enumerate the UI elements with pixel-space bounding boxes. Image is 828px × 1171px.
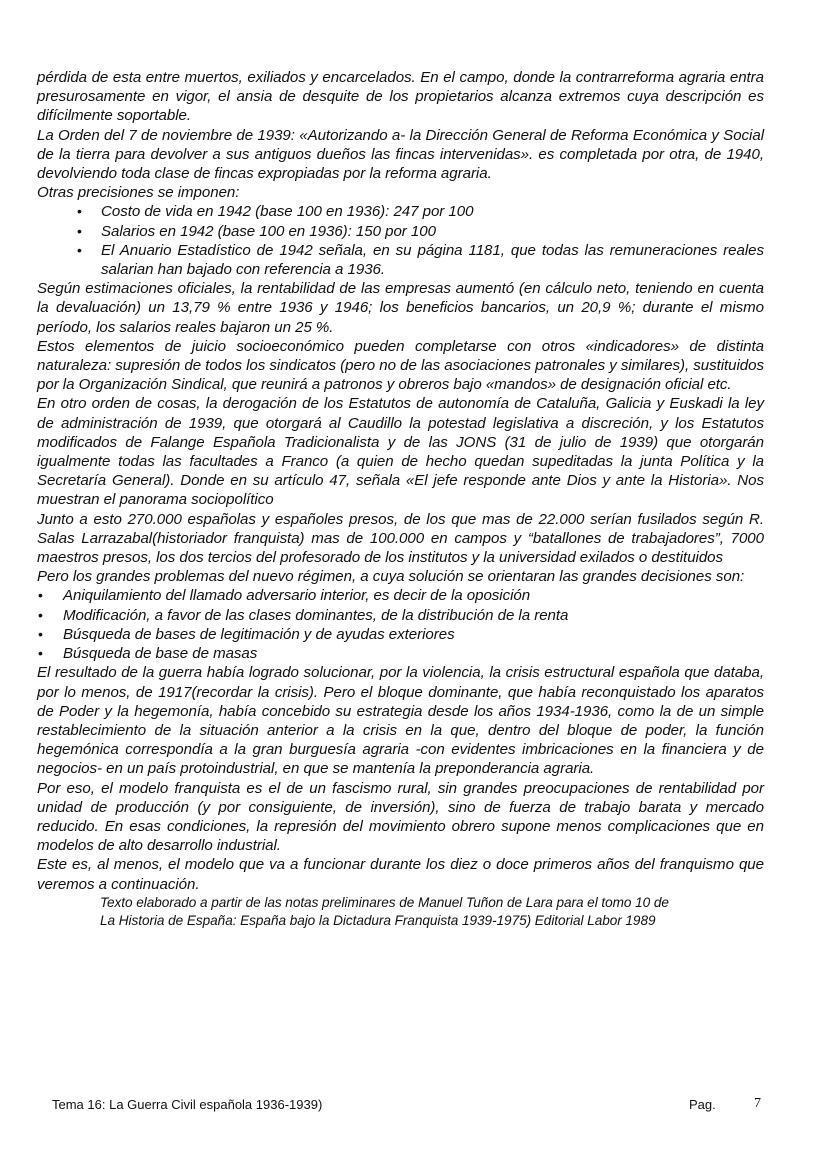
list-item: • Búsqueda de bases de legitimación y de ayudas exteriores (37, 625, 764, 644)
footer-title: Tema 16: La Guerra Civil española 1936-1939) (52, 1097, 323, 1112)
paragraph: Por eso, el modelo franquista es el de un fascismo rural, sin grandes preocupaciones de rentabilidad por unidad de producción (y por consiguiente, de inversión), sino de fuerza de trabajo barata y mercado reducido. En esas condiciones, la represión del movimiento obrero supone menos complicaciones que en modelos de alto desarrollo industrial. (37, 779, 764, 855)
precisions-list (37, 202, 764, 279)
paragraph: En otro orden de cosas, la derogación de los Estatutos de autonomía de Cataluña, Galicia y Euskadi la ley de administración de 1939, que otorgará al Caudillo la potestad legislativa a discreción, y los Estatutos modificados de Falange Española Tradicionalista y de las JONS (31 de julio de 1939) que otorgarán igualmente todas las facultades a Franco (a quien de hecho quedan supeditadas la junta Política y la Secretaría General). Donde en su artículo 47, señala «El jefe responde ante Dios y ante la Historia». Nos muestran el panorama sociopolítico (37, 395, 764, 509)
source-note (37, 894, 764, 930)
list-item: • Modificación, a favor de las clases dominantes, de la distribución de la renta (37, 606, 764, 625)
page-number: 7 (754, 1096, 761, 1111)
list-item: • Salarios en 1942 (base 100 en 1936): 150 por 100 (37, 222, 764, 241)
document-body (37, 68, 764, 930)
paragraph: La Orden del 7 de noviembre de 1939: «Autorizando a- la Dirección General de Reforma Económica y Social de la tierra para devolver a sus antiguos dueños las fincas intervenidas». es completada por otra, de 1940, devolviendo toda clase de fincas expropiadas por la reforma agraria. (37, 126, 764, 183)
source-note-line: La Historia de España: España bajo la Dictadura Franquista 1939-1975) Editorial Labor 1989 (100, 912, 656, 928)
paragraph: Pero los grandes problemas del nuevo régimen, a cuya solución se orientaran las grandes decisiones son: (37, 568, 745, 586)
paragraph: pérdida de esta entre muertos, exiliados y encarcelados. En el campo, donde la contrarreforma agraria entra presurosamente en vigor, el ansia de desquite de los propietarios alcanza extremos cuya descripción es difícilmente soportable. (37, 69, 764, 125)
list-item: • Aniquilamiento del llamado adversario interior, es decir de la oposición (37, 586, 764, 605)
list-item: • El Anuario Estadístico de 1942 señala, en su página 1181, que todas las remuneraciones reales salarian han bajado con referencia a 1936. (37, 241, 764, 279)
list-item: • Búsqueda de base de masas (37, 644, 764, 663)
paragraph: Junto a esto 270.000 españolas y españoles presos, de los que mas de 22.000 serían fusilados según R. Salas Larrazabal(historiador franquista) mas de 100.000 en campos y “batallones de trabajadores”, 7000 maestros presos, los dos tercios del profesorado de los institutos y la universidad exilados o destituidos (37, 510, 764, 567)
list-item: • Costo de vida en 1942 (base 100 en 1936): 247 por 100 (37, 202, 764, 221)
paragraph: Otras precisiones se imponen: (37, 184, 240, 202)
page-label: Pag. (689, 1097, 716, 1112)
problems-list (37, 586, 764, 663)
paragraph: Según estimaciones oficiales, la rentabilidad de las empresas aumentó (en cálculo neto, teniendo en cuenta la devaluación) un 13,79 % entre 1936 y 1946; los beneficios bancarios, un 20,9 %; durante el mismo período, los salarios reales bajaron un 25 %. (37, 280, 764, 336)
paragraph: El resultado de la guerra había logrado solucionar, por la violencia, la crisis estructural española que databa, por lo menos, de 1917(recordar la crisis). Pero el bloque dominante, que había reconquistado los aparatos de Poder y la hegemonía, había concebido su estrategia desde los años 1934-1936, como la de un simple restablecimiento de la situación anterior a la crisis en la que, dentro del bloque de poder, la función hegemónica correspondía a la gran burguesía agraria -con evidentes imbricaciones en la financiera y de negocios- en un país protoindustrial, en que se mantenía la preponderancia agraria. (37, 664, 764, 778)
source-note-line: Texto elaborado a partir de las notas preliminares de Manuel Tuñon de Lara para el tomo 10 de (100, 894, 669, 910)
paragraph: Estos elementos de juicio socioeconómico pueden completarse con otros «indicadores» de distinta naturaleza: supresión de todos los sindicatos (pero no de las asociaciones patronales y similares), sustituidos por la Organización Sindical, que reunirá a patronos y obreros bajo «mandos» de designación oficial etc. (37, 337, 764, 394)
paragraph: Este es, al menos, el modelo que va a funcionar durante los diez o doce primeros años del franquismo que veremos a continuación. (37, 856, 764, 893)
